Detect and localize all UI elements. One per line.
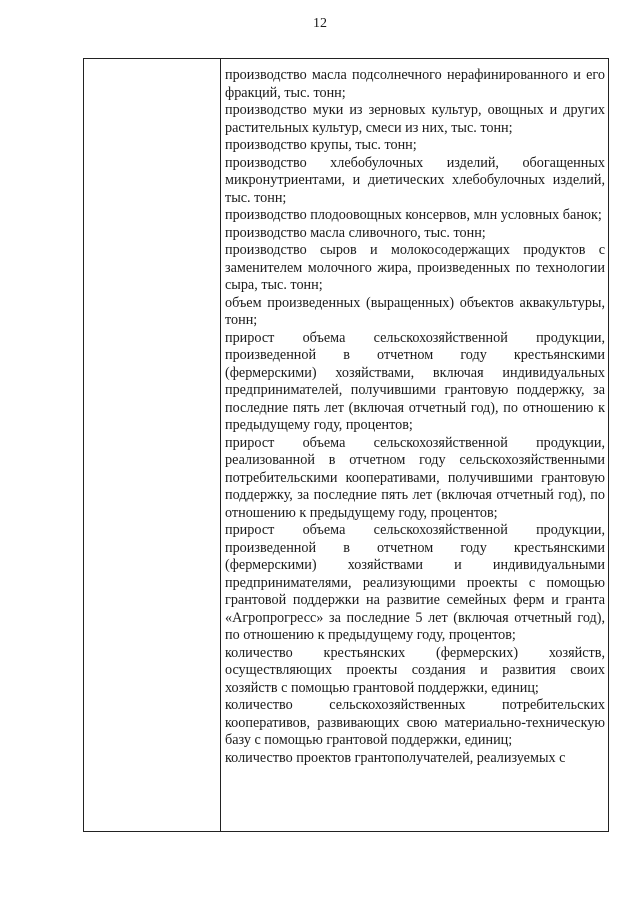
indicator-item: производство масла сливочного, тыс. тонн; [225,224,486,241]
page-number: 12 [313,16,327,31]
indicator-item: прирост объема сельскохозяйственной продукции, произведенной в отчетном году крестьянскими (фермерскими) хозяйствами, включая индивидуальных предпринимателей, получившими грантовую поддержку, за последние пять лет (включая отчетный год), по отношению к предыдущему году, процентов; [225,329,605,433]
indicator-item: количество сельскохозяйственных потребительских кооперативов, развивающих свою материально-техническую базу с помощью грантовой поддержки, единиц; [225,697,605,748]
indicator-item: производство хлебобулочных изделий, обогащенных микронутриентами, и диетических хлебобулочных изделий, тыс. тонн; [225,154,605,206]
indicator-item: производство сыров и молокосодержащих продуктов с заменителем молочного жира, произведенных по технологии сыра, тыс. тонн; [225,242,605,293]
indicator-item: производство плодоовощных консервов, млн условных банок; [225,207,602,223]
table-left-cell-empty [84,59,221,831]
indicator-list [225,67,605,767]
indicator-item: прирост объема сельскохозяйственной продукции, реализованной в отчетном году сельскохозяйственными потребительскими кооперативами, получившими грантовую поддержку, за последние пять лет (включая отчетный год), по отношению к предыдущему году, процентов; [225,434,605,521]
indicator-item: количество крестьянских (фермерских) хозяйств, осуществляющих проекты создания и развития своих хозяйств с помощью грантовой поддержки, единиц; [225,644,605,696]
indicator-item: производство крупы, тыс. тонн; [225,137,417,153]
indicator-item: производство муки из зерновых культур, овощных и других растительных культур, смеси из них, тыс. тонн; [225,102,605,136]
indicator-item: количество проектов грантополучателей, реализуемых с [225,749,566,766]
indicator-table [83,58,609,832]
indicator-item: производство масла подсолнечного нерафинированного и его фракций, тыс. тонн; [225,67,605,101]
indicator-item: объем произведенных (выращенных) объектов аквакультуры, тонн; [225,294,605,328]
indicator-item: прирост объема сельскохозяйственной продукции, произведенной в отчетном году крестьянскими (фермерскими) хозяйствами и индивидуальными предпринимателями, реализующими проекты с помощью грантовой поддержки на развитие семейных ферм и гранта «Агропрогресс» за последние 5 лет (включая отчетный год), по отношению к предыдущему году, процентов; [225,522,605,643]
